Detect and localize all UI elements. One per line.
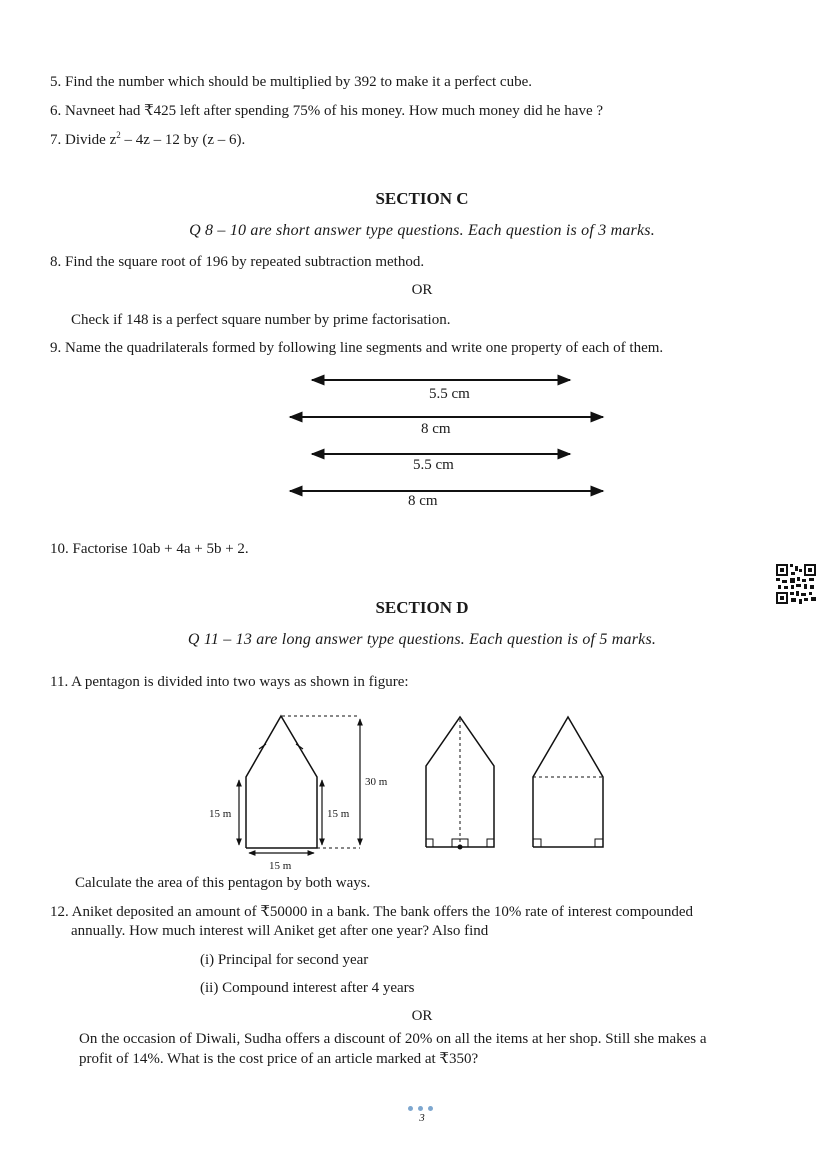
- label-left-height: 15 m: [209, 808, 232, 820]
- question-11-calculate: Calculate the area of this pentagon by both ways.: [75, 875, 371, 891]
- midpoint-dot: [458, 845, 463, 850]
- label-base: 15 m: [269, 860, 292, 872]
- segment-label-1: 5.5 cm: [429, 386, 470, 402]
- label-right-height: 15 m: [327, 808, 350, 820]
- tick-mark-right: [296, 744, 303, 749]
- question-7-exponent: 2: [116, 130, 121, 140]
- question-8: 8. Find the square root of 196 by repeated subtraction method.: [50, 254, 425, 270]
- pentagon-figure-2: [426, 717, 494, 850]
- segment-label-2: 8 cm: [421, 421, 451, 437]
- question-9: 9. Name the quadrilaterals formed by following line segments and write one property of each of them.: [50, 340, 664, 356]
- section-d-title: SECTION D: [375, 598, 469, 617]
- question-7: [50, 131, 245, 149]
- right-angle-mark-left: [426, 839, 433, 847]
- question-8-alternative: Check if 148 is a perfect square number by prime factorisation.: [71, 312, 451, 328]
- question-6: 6. Navneet had ₹425 left after spending 75% of his money. How much money did he have ?: [50, 103, 604, 119]
- question-10: 10. Factorise 10ab + 4a + 5b + 2.: [50, 541, 249, 557]
- right-angle-mark-mid-right: [460, 839, 468, 847]
- question-7-text-a: 7. Divide z: [50, 132, 117, 148]
- pentagon-outline-2: [426, 717, 494, 847]
- pentagon-figure-1: [239, 716, 360, 853]
- right-angle-mark-right: [487, 839, 494, 847]
- right-angle-mark-bottom-left: [533, 839, 541, 847]
- question-12-alt-line-2: profit of 14%. What is the cost price of an article marked at ₹350?: [79, 1051, 479, 1067]
- question-12-line-2: annually. How much interest will Aniket get after one year? Also find: [71, 923, 489, 939]
- question-11: 11. A pentagon is divided into two ways as shown in figure:: [50, 674, 409, 690]
- tick-mark-left: [259, 744, 266, 749]
- question-12-part-i: (i) Principal for second year: [200, 952, 369, 968]
- right-angle-mark-bottom-right: [595, 839, 603, 847]
- segment-label-4: 8 cm: [408, 493, 438, 509]
- segment-label-3: 5.5 cm: [413, 457, 454, 473]
- question-5: 5. Find the number which should be multiplied by 392 to make it a perfect cube.: [50, 74, 532, 90]
- question-12-line-1: 12. Aniket deposited an amount of ₹50000 in a bank. The bank offers the 10% rate of interest compounded: [50, 904, 694, 920]
- right-angle-mark-mid-left: [452, 839, 460, 847]
- pentagon-figure-3: [533, 717, 603, 847]
- section-c-note: Q 8 – 10 are short answer type questions. Each question is of 3 marks.: [189, 222, 655, 239]
- or-separator-c: OR: [411, 282, 433, 298]
- page-number: 3: [419, 1112, 425, 1124]
- question-12-alt-line-1: On the occasion of Diwali, Sudha offers a discount of 20% on all the items at her shop. Still she makes a: [79, 1031, 707, 1047]
- question-12-part-ii: (ii) Compound interest after 4 years: [200, 980, 415, 996]
- label-total-height: 30 m: [365, 776, 388, 788]
- section-c-title: SECTION C: [375, 189, 469, 208]
- pentagon-outline-1: [246, 716, 317, 848]
- section-d-note: Q 11 – 13 are long answer type questions. Each question is of 5 marks.: [187, 631, 657, 648]
- question-7-text-b: – 4z – 12 by (z – 6).: [120, 132, 246, 148]
- pentagon-outline-3: [533, 717, 603, 847]
- or-separator-d: OR: [411, 1008, 433, 1024]
